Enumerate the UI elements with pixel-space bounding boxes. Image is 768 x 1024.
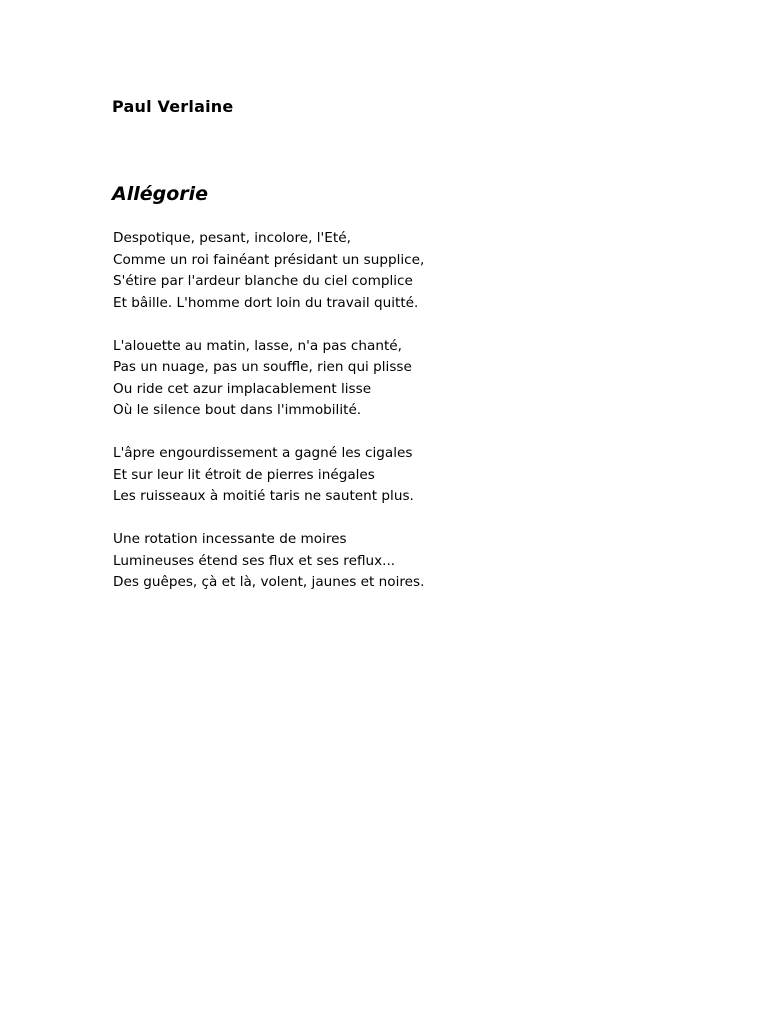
poem-line: Et sur leur lit étroit de pierres inégales — [113, 466, 375, 483]
poem-line: Comme un roi fainéant présidant un supplice, — [113, 251, 425, 268]
poem-line: Ou ride cet azur implacablement lisse — [113, 380, 372, 397]
poem-line: Où le silence bout dans l'immobilité. — [113, 402, 362, 418]
poem-title: Allégorie — [112, 183, 209, 205]
poem-line: Pas un nuage, pas un souffle, rien qui plisse — [113, 359, 412, 375]
poem-line: Despotique, pesant, incolore, l'Eté, — [113, 230, 351, 246]
stanza-3 — [113, 443, 673, 508]
poem-line: S'étire par l'ardeur blanche du ciel complice — [113, 273, 413, 289]
poem-line: Une rotation incessante de moires — [113, 531, 347, 547]
stanza-2 — [113, 336, 673, 422]
stanza-4 — [113, 529, 673, 594]
poem-line: Lumineuses étend ses flux et ses reflux... — [113, 552, 396, 569]
poem-line: L'alouette au matin, lasse, n'a pas chanté, — [113, 337, 402, 354]
poem-body — [113, 228, 673, 615]
author-name: Paul Verlaine — [112, 97, 234, 116]
poem-line: Et bâille. L'homme dort loin du travail quitté. — [113, 294, 419, 311]
poem-line: Des guêpes, çà et là, volent, jaunes et noires. — [113, 574, 425, 590]
poem-line: L'âpre engourdissement a gagné les cigales — [113, 445, 413, 461]
stanza-1 — [113, 228, 673, 314]
poem-line: Les ruisseaux à moitié taris ne sautent plus. — [113, 488, 414, 504]
